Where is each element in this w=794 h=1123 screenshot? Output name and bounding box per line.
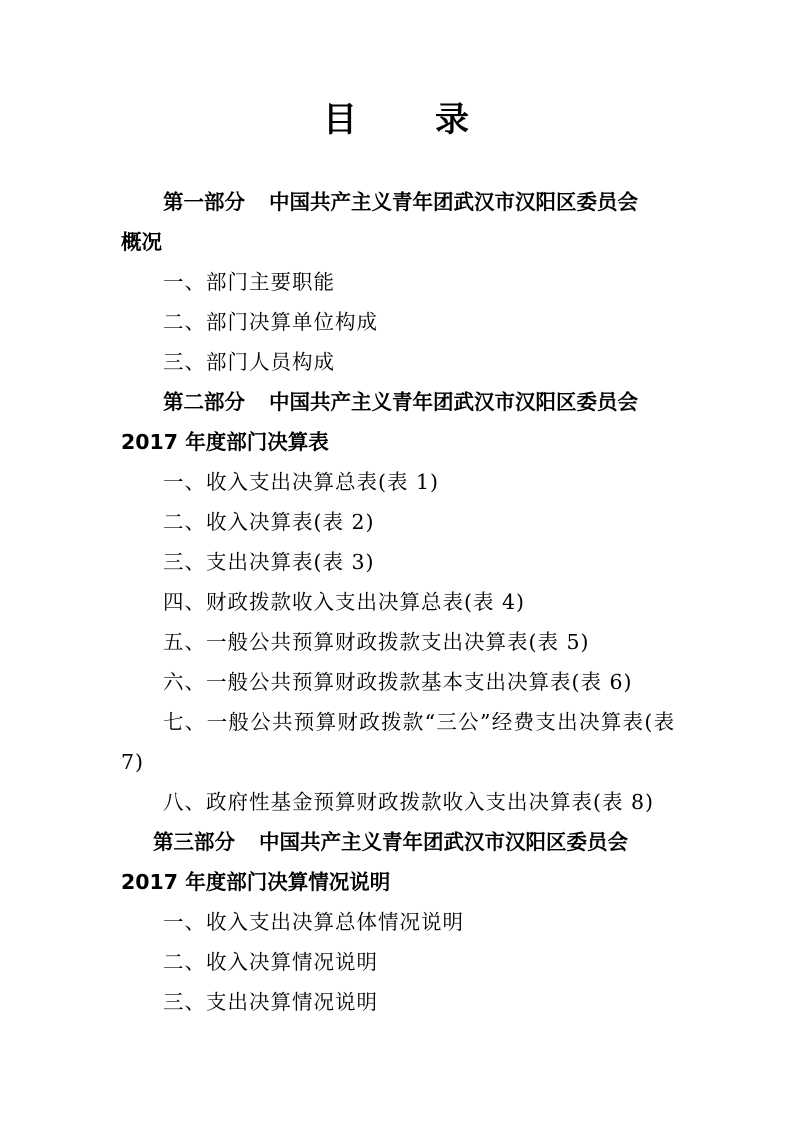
part1-item-3: 三、部门人员构成 <box>163 350 335 374</box>
part2-item-4: 四、财政拨款收入支出决算总表(表 4) <box>163 590 526 614</box>
part3-item-1: 一、收入支出决算总体情况说明 <box>163 910 464 934</box>
part1-heading-continuation: 概况 <box>121 230 162 254</box>
part1-item-1: 一、部门主要职能 <box>163 270 335 294</box>
part1-heading <box>163 188 638 216</box>
part2-item-3: 三、支出决算表(表 3) <box>163 550 375 574</box>
part1-item-2: 二、部门决算单位构成 <box>163 310 378 334</box>
part3-heading-text: 中国共产主义青年团武汉市汉阳区委员会 <box>259 830 628 854</box>
part2-item-5: 五、一般公共预算财政拨款支出决算表(表 5) <box>163 630 590 654</box>
part2-heading <box>163 388 638 416</box>
part2-heading-text: 中国共产主义青年团武汉市汉阳区委员会 <box>269 390 638 414</box>
part3-label: 第三部分 <box>153 830 235 854</box>
part3-heading-continuation: 2017 年度部门决算情况说明 <box>121 870 391 894</box>
part2-item-7-continuation: 7) <box>121 750 145 774</box>
part2-heading-continuation: 2017 年度部门决算表 <box>121 430 329 454</box>
part2-item-6: 六、一般公共预算财政拨款基本支出决算表(表 6) <box>163 670 633 694</box>
page-title <box>0 98 794 142</box>
part2-label: 第二部分 <box>163 390 245 414</box>
part1-label: 第一部分 <box>163 190 245 214</box>
part3-item-3: 三、支出决算情况说明 <box>163 990 378 1014</box>
title-char-2: 录 <box>435 100 471 140</box>
title-char-1: 目 <box>323 100 359 140</box>
part2-item-7: 七、一般公共预算财政拨款“三公”经费支出决算表(表 <box>163 710 676 734</box>
part2-item-1: 一、收入支出决算总表(表 1) <box>163 470 440 494</box>
part1-heading-text: 中国共产主义青年团武汉市汉阳区委员会 <box>269 190 638 214</box>
part3-heading <box>153 828 628 856</box>
part2-item-8: 八、政府性基金预算财政拨款收入支出决算表(表 8) <box>163 790 655 814</box>
part3-item-2: 二、收入决算情况说明 <box>163 950 378 974</box>
part2-item-2: 二、收入决算表(表 2) <box>163 510 375 534</box>
